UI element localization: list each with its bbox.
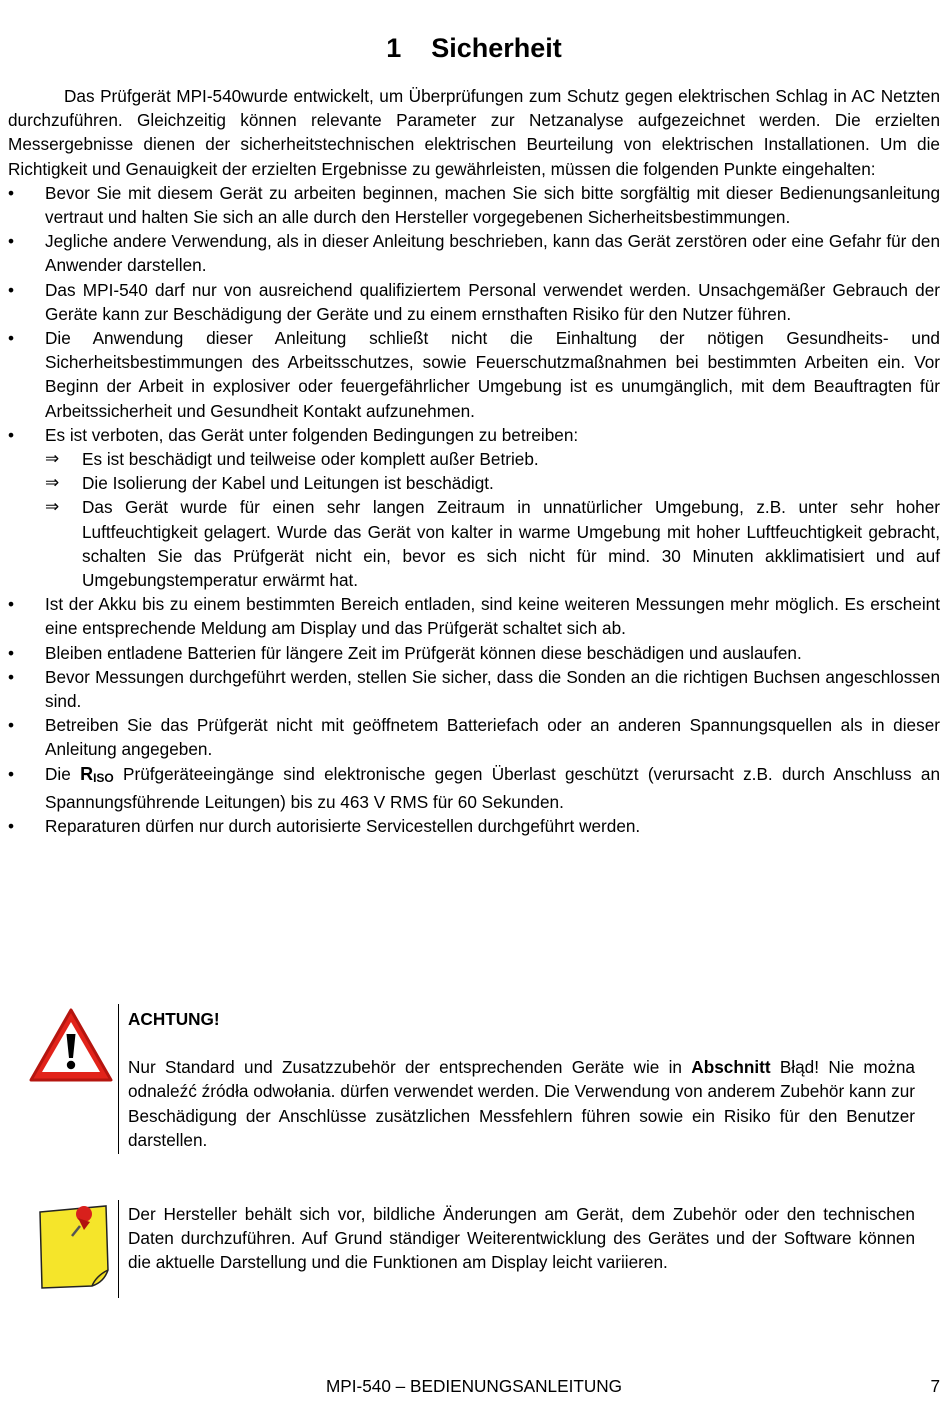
list-item [8,326,940,423]
arrow-right-icon: ⇒ [45,473,60,493]
bullet-icon: • [8,231,15,252]
warning-heading: ACHTUNG! [128,1009,220,1029]
warning-note [8,1004,940,1154]
bullet-icon: • [8,642,15,663]
warning-body-start: Nur Standard und Zusatzzubehör der entsprechenden Geräte wie in [128,1057,682,1078]
list-item-text: Das MPI-540 darf nur von ausreichend qualifiziertem Personal verwendet werden. Unsachgemäßer Gebrauch der Geräte kann zur Beschädigung der Geräte und zu einem ernsthaften Risiko für den Nutzer führen. [45,279,940,324]
list-item-text: Prüfgeräteeingänge sind elektronische gegen Überlast geschützt (verursacht z.B. durch Anschluss an Spannungsführende Leitungen) bis zu 463 V RMS für 60 Sekunden. [45,763,940,812]
section-heading [8,33,940,64]
bullet-icon: • [8,424,15,445]
arrow-right-icon: ⇒ [45,497,60,517]
list-item [8,814,940,838]
sub-list-item [45,471,940,495]
bullet-icon: • [8,666,15,687]
list-item [8,181,940,229]
bullet-icon: • [8,763,15,784]
list-item [8,229,940,277]
bullet-icon: • [8,279,15,300]
info-note [8,1200,940,1298]
riso-prefix: Die [45,763,71,784]
list-item-text: Bevor Sie mit diesem Gerät zu arbeiten beginnen, machen Sie sich bitte sorgfältig mit dieser Bedienungsanleitung vertraut und halten Sie sich an alle durch den Hersteller vorgegebenen Sicherheitsbestimmungen. [45,182,940,228]
list-item [8,713,940,761]
warning-text [128,1007,915,1152]
warning-body-end: Błąd! Nie można odnaleźć źródła odwołania. dürfen verwendet werden. Die Verwendung von anderem Zubehör kann zur Beschädigung der Anschlüsse zusätzlichen Messfehlern führen sowie ein Risiko für den Benutzer darstellen. [128,1057,915,1150]
riso-subscript: ISO [93,770,114,785]
list-item-text: Bevor Messungen durchgeführt werden, stellen Sie sicher, dass die Sonden an die richtigen Buchsen angeschlossen sind. [45,666,940,712]
list-item [8,278,940,326]
section-number: 1 [386,33,402,63]
safety-list [8,181,940,838]
info-body: Der Hersteller behält sich vor, bildliche Änderungen am Gerät, dem Zubehör oder den technischen Daten durchzuführen. Auf Grund ständiger Weiterentwicklung des Gerätes und der Software können die aktuelle Darstellung und die Funktionen am Display leicht variieren. [128,1204,915,1273]
pinned-note-icon [34,1200,120,1290]
bullet-icon: • [8,328,15,349]
list-item-text: Bleiben entladene Batterien für längere Zeit im Prüfgerät können diese beschädigen und auslaufen. [45,642,802,663]
list-item [8,762,940,814]
footer-title: MPI-540 – BEDIENUNGSANLEITUNG [325,1376,623,1396]
bullet-icon: • [8,594,15,615]
sub-list-item-text: Das Gerät wurde für einen sehr langen Zeitraum in unnatürlicher Umgebung, z.B. unter sehr hoher Luftfeuchtigkeit gelagert. Wurde das Gerät von kalter in warme Umgebung mit hoher Luftfeuchtigkeit gebracht, schalten Sie das Prüfgerät nicht ein, bevor es sich nicht für mind. 30 Minuten akklimatisiert und auf Umgebungstemperatur erwärmt hat. [82,497,940,591]
bullet-icon: • [8,715,15,736]
list-item [8,665,940,713]
list-item-text: Ist der Akku bis zu einem bestimmten Bereich entladen, sind keine weiteren Messungen mehr möglich. Es erscheint eine entsprechende Meldung am Display und das Prüfgerät schaltet sich ab. [45,594,940,639]
list-item-text: Die Anwendung dieser Anleitung schließt nicht die Einhaltung der nötigen Gesundheits- und Sicherheitsbestimmungen des Arbeitsschutzes, sowie Feuerschutzmaßnahmen bei bestimmten Arbeiten ein. Vor Beginn der Arbeit in explosiver oder feuergefährlicher Umgebung ist es unumgänglich, mit dem Beauftragten für Arbeitssicherheit und Gesundheit Kontakt aufzunehmen. [45,328,940,421]
note-divider [118,1004,119,1154]
sub-list-item-text: Die Isolierung der Kabel und Leitungen ist beschädigt. [82,473,494,494]
section-title: Sicherheit [431,33,562,63]
bullet-icon: • [8,182,15,203]
sub-list-item-text: Es ist beschädigt und teilweise oder komplett außer Betrieb. [82,449,539,470]
warning-body [128,1055,915,1152]
riso-letter: R [80,763,94,784]
list-item-text: Reparaturen dürfen nur durch autorisierte Servicestellen durchgeführt werden. [45,816,641,837]
list-item-text: Betreiben Sie das Prüfgerät nicht mit geöffnetem Batteriefach oder an anderen Spannungsquellen als in dieser Anleitung angegeben. [45,715,940,760]
sub-list-item [45,447,940,471]
warning-triangle-icon [28,1006,114,1096]
list-item [8,592,940,640]
riso-symbol [80,764,114,784]
list-item [8,641,940,665]
intro-paragraph: Das Prüfgerät MPI-540wurde entwickelt, um Überprüfungen zum Schutz gegen elektrischen Schlag in AC Netzten durchzuführen. Gleichzeitig können relevante Parameter zur Netzanalyse aufgezeichnet werden. Die erzielten Messergebnisse dienen der sicherheitstechnischen elektrischen Beurteilung von elektrischen Installationen. Um die Richtigkeit und Genauigkeit der erzielten Ergebnisse zu gewährleisten, müssen die folgenden Punkte eingehalten: [8,86,940,179]
section-body [8,84,940,838]
info-text [128,1202,915,1275]
sub-list-item [45,495,940,592]
warning-body-bold: Abschnitt [691,1057,771,1078]
list-item-text: Jegliche andere Verwendung, als in dieser Anleitung beschrieben, kann das Gerät zerstören oder eine Gefahr für den Anwender darstellen. [45,231,940,276]
list-item-text: Es ist verboten, das Gerät unter folgenden Bedingungen zu betreiben: [45,424,579,445]
list-item [8,423,940,592]
arrow-right-icon: ⇒ [45,449,60,469]
prohibited-conditions-list [45,447,940,592]
note-divider [118,1200,119,1298]
page-number: 7 [930,1376,940,1396]
bullet-icon: • [8,816,15,837]
